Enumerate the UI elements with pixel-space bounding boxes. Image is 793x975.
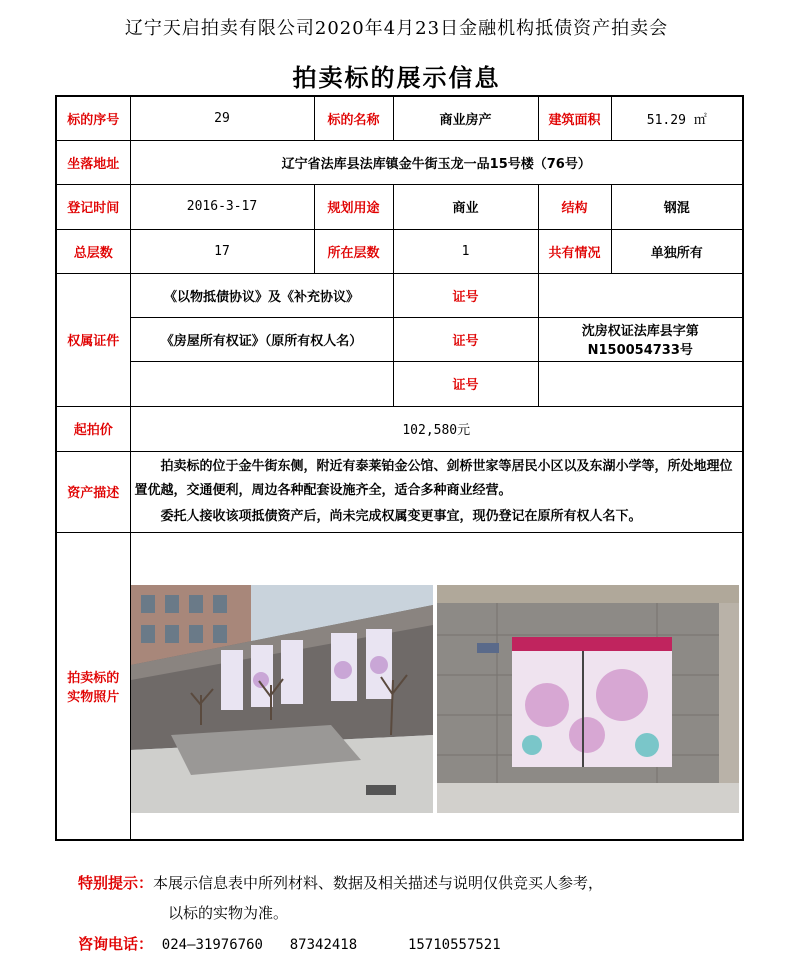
lot-no-value: 29 xyxy=(130,96,314,140)
photos-label xyxy=(56,532,130,840)
cert-no-label-3: 证号 xyxy=(393,361,538,406)
planned-use-value: 商业 xyxy=(393,184,538,229)
cert-doc-1: 《以物抵债协议》及《补充协议》 xyxy=(130,273,393,317)
special-note xyxy=(78,868,603,928)
reg-time-value: 2016-3-17 xyxy=(130,184,314,229)
cert-doc-2: 《房屋所有权证》（原所有权人名） xyxy=(130,317,393,361)
contact-line xyxy=(78,933,501,954)
structure-value: 钢混 xyxy=(611,184,743,229)
cert-no-label-2: 证号 xyxy=(393,317,538,361)
photo-shop-entrance xyxy=(437,585,739,813)
name-label: 标的名称 xyxy=(314,96,393,140)
start-price-label: 起拍价 xyxy=(56,406,130,451)
cert-no-label-1: 证号 xyxy=(393,273,538,317)
total-floors-value: 17 xyxy=(130,229,314,273)
lot-no-label: 标的序号 xyxy=(56,96,130,140)
contact-label: 咨询电话： xyxy=(78,935,154,953)
page-title: 拍卖标的展示信息 xyxy=(292,64,501,92)
info-table xyxy=(55,95,744,841)
desc-paragraph-2: 委托人接收该项抵债资产后，尚未完成权属变更事宜，现仍登记在原所有权人名下。 xyxy=(160,508,642,524)
name-value: 商业房产 xyxy=(393,96,538,140)
address-label: 坐落地址 xyxy=(56,140,130,184)
asset-description xyxy=(130,451,743,532)
start-price-value: 102,580元 xyxy=(130,406,743,451)
photos-label-line-1: 拍卖标的 xyxy=(67,670,120,686)
note-line-2: 以标的实物为准。 xyxy=(168,904,289,922)
cert-no-3 xyxy=(538,361,743,406)
total-floors-label: 总层数 xyxy=(56,229,130,273)
floor-value: 1 xyxy=(393,229,538,273)
ownership-label: 权属证件 xyxy=(56,273,130,406)
desc-paragraph-1: 拍卖标的位于金牛街东侧，附近有泰莱铂金公馆、剑桥世家等居民小区以及东湖小学等，所处地理位置优越，交通便利，周边各种配套设施齐全，适合多种商业经营。 xyxy=(134,458,733,498)
area-label: 建筑面积 xyxy=(538,96,611,140)
reg-time-label: 登记时间 xyxy=(56,184,130,229)
area-value: 51.29 ㎡ xyxy=(611,96,743,140)
cert-no-1 xyxy=(538,273,743,317)
phone-2: 87342418 xyxy=(289,937,358,953)
sharing-label: 共有情况 xyxy=(538,229,611,273)
planned-use-label: 规划用途 xyxy=(314,184,393,229)
phone-3: 15710557521 xyxy=(407,937,501,953)
cert-doc-3 xyxy=(130,361,393,406)
photo-storefront-street xyxy=(131,585,433,813)
address-value: 辽宁省法库县法库镇金牛街玉龙一品15号楼（76号） xyxy=(130,140,743,184)
phone-1: 024—31976760 xyxy=(161,937,263,953)
cert-no-2: 沈房权证法库县字第 N150054733号 xyxy=(538,317,743,361)
floor-label: 所在层数 xyxy=(314,229,393,273)
note-label: 特别提示： xyxy=(78,874,154,892)
photos-label-line-2: 实物照片 xyxy=(67,689,120,705)
note-line-1: 本展示信息表中所列材料、数据及相关描述与说明仅供竞买人参考， xyxy=(153,874,604,892)
structure-label: 结构 xyxy=(538,184,611,229)
auction-header: 辽宁天启拍卖有限公司2020年4月23日金融机构抵债资产拍卖会 xyxy=(124,18,669,39)
sharing-value: 单独所有 xyxy=(611,229,743,273)
desc-label: 资产描述 xyxy=(56,451,130,532)
